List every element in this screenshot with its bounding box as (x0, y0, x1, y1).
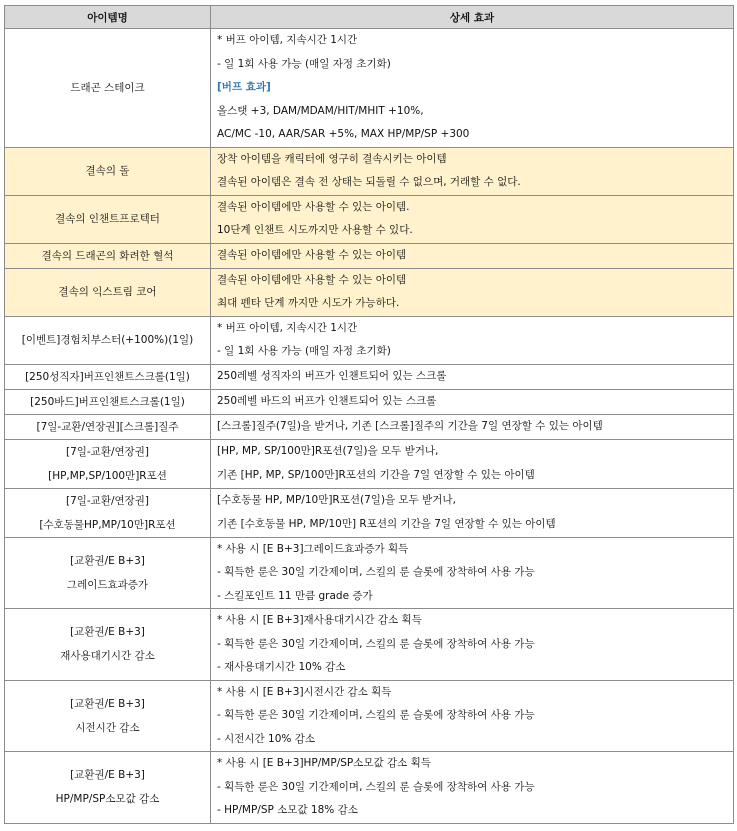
detail-cell (211, 752, 734, 824)
item-name-cell (5, 609, 211, 681)
item-name-line: [교환권/E B+3] (70, 697, 145, 710)
header-row (5, 6, 734, 29)
table-row (5, 414, 734, 439)
item-name-line: [250바드]버프인챈트스크롤(1일) (30, 395, 185, 408)
item-name-line: [이벤트]경험치부스터(+100%)(1일) (21, 334, 194, 346)
detail-cell (211, 488, 734, 537)
item-name-cell (5, 316, 211, 364)
item-name-cell (5, 752, 211, 824)
table-row (5, 268, 734, 316)
item-name-cell (5, 439, 211, 488)
table-row (5, 439, 734, 488)
table-row (5, 752, 734, 824)
item-name-line: [HP,MP,SP/100만]R포션 (48, 469, 167, 482)
item-name-line: 결속의 드래곤의 화려한 혈석 (41, 249, 174, 262)
detail-line: 기존 [수호동물 HP, MP/10만] R포션의 기간을 7일 연장할 수 있는 아이템 (217, 517, 556, 530)
detail-line: 기존 [HP, MP, SP/100만]R포션의 기간을 7일 연장할 수 있는 아이템 (217, 468, 535, 481)
item-name-cell (5, 364, 211, 389)
item-name-line: 결속의 익스트림 코어 (58, 286, 157, 298)
detail-line: - 획득한 룬은 30일 기간제이며, 스킬의 룬 슬롯에 장착하여 사용 가능 (217, 780, 535, 793)
item-name-line: [교환권/E B+3] (70, 626, 145, 639)
detail-line: 최대 펜타 단계 까지만 시도가 가능하다. (217, 297, 400, 309)
detail-line: * 사용 시 [E B+3]그레이드효과증가 획득 (217, 542, 409, 555)
table-row (5, 316, 734, 364)
detail-cell (211, 439, 734, 488)
detail-line: 결속된 아이템에만 사용할 수 있는 아이템. (217, 200, 410, 213)
item-name-line: 재사용대기시간 감소 (60, 650, 155, 663)
detail-line: - 일 1회 사용 가능 (매일 자정 초기화) (217, 345, 391, 357)
detail-line: [수호동물 HP, MP/10만]R포션(7일)을 모두 받거나, (217, 494, 456, 506)
table-row (5, 243, 734, 268)
detail-line: * 버프 아이템, 지속시간 1시간 (217, 321, 358, 334)
detail-line: 결속된 아이템에만 사용할 수 있는 아이템 (217, 248, 407, 261)
detail-line: - 획득한 룬은 30일 기간제이며, 스킬의 룬 슬롯에 장착하여 사용 가능 (217, 637, 535, 650)
detail-line: - 스킬포인트 11 만큼 grade 증가 (217, 589, 373, 602)
detail-cell (211, 609, 734, 681)
detail-line: AC/MC -10, AAR/SAR +5%, MAX HP/MP/SP +300 (217, 128, 470, 140)
detail-line: 10단계 인챈트 시도까지만 사용할 수 있다. (217, 224, 413, 236)
item-name-line: [7일-교환/연장권] (65, 494, 150, 507)
detail-cell (211, 364, 734, 389)
detail-line: - 획득한 룬은 30일 기간제이며, 스킬의 룬 슬롯에 장착하여 사용 가능 (217, 566, 535, 578)
detail-cell (211, 389, 734, 414)
header-item-name: 아이템명 (5, 6, 211, 29)
item-name-line: 그레이드효과증가 (66, 578, 149, 591)
table-row (5, 609, 734, 681)
item-name-line: HP/MP/SP소모값 감소 (55, 793, 160, 806)
item-name-line: [수호동물HP,MP/10만]R포션 (39, 518, 176, 531)
table-row (5, 195, 734, 243)
item-name-cell (5, 488, 211, 537)
detail-line: - 획득한 룬은 30일 기간제이며, 스킬의 룬 슬롯에 장착하여 사용 가능 (217, 709, 535, 721)
item-name-line: 결속의 인챈트프로텍터 (55, 213, 160, 225)
item-name-line: 시전시간 감소 (75, 721, 140, 734)
item-name-cell (5, 389, 211, 414)
detail-cell (211, 195, 734, 243)
item-name-cell (5, 243, 211, 268)
item-name-line: [7일-교환/연장권] (65, 445, 150, 458)
detail-line: 250레벨 바드의 버프가 인챈트되어 있는 스크롤 (217, 394, 437, 407)
item-name-cell (5, 29, 211, 148)
item-name-line: [교환권/E B+3] (70, 554, 145, 567)
item-name-cell (5, 147, 211, 195)
detail-line: 올스탯 +3, DAM/MDAM/HIT/MHIT +10%, (217, 104, 424, 117)
table-row (5, 488, 734, 537)
table-body (5, 29, 734, 824)
item-name-cell (5, 414, 211, 439)
detail-line: - 재사용대기시간 10% 감소 (217, 661, 346, 673)
detail-line: - 시전시간 10% 감소 (217, 732, 315, 745)
item-name-cell (5, 268, 211, 316)
detail-line: * 사용 시 [E B+3]재사용대기시간 감소 획득 (217, 614, 422, 626)
detail-cell (211, 147, 734, 195)
detail-line: [HP, MP, SP/100만]R포션(7일)을 모두 받거나, (217, 445, 439, 457)
table-row (5, 147, 734, 195)
detail-cell (211, 29, 734, 148)
item-name-line: 결속의 돌 (85, 165, 130, 177)
table-row (5, 29, 734, 148)
detail-cell (211, 414, 734, 439)
detail-line: - 일 1회 사용 가능 (매일 자정 초기화) (217, 57, 391, 70)
detail-line: - HP/MP/SP 소모값 18% 감소 (217, 804, 358, 816)
buff-effect-heading: [버프 효과] (217, 81, 271, 93)
item-name-line: 드래곤 스테이크 (70, 81, 145, 94)
item-name-line: [교환권/E B+3] (70, 769, 145, 782)
detail-line: 결속된 아이템에만 사용할 수 있는 아이템 (217, 273, 407, 286)
detail-line: 장착 아이템을 캐릭터에 영구히 결속시키는 아이템 (217, 152, 447, 165)
item-name-line: [250성직자]버프인챈트스크롤(1일) (25, 370, 190, 383)
detail-line: * 버프 아이템, 지속시간 1시간 (217, 34, 358, 46)
item-name-cell (5, 537, 211, 609)
table-row (5, 680, 734, 752)
detail-line: * 사용 시 [E B+3]시전시간 감소 획득 (217, 685, 392, 698)
detail-line: * 사용 시 [E B+3]HP/MP/SP소모값 감소 획득 (217, 757, 431, 769)
item-name-cell (5, 680, 211, 752)
table-row (5, 537, 734, 609)
detail-cell (211, 537, 734, 609)
detail-cell (211, 680, 734, 752)
table-row (5, 364, 734, 389)
detail-cell (211, 243, 734, 268)
header-detail-effect: 상세 효과 (211, 6, 734, 29)
detail-cell (211, 268, 734, 316)
detail-cell (211, 316, 734, 364)
item-name-cell (5, 195, 211, 243)
detail-line: 250레벨 성직자의 버프가 인챈트되어 있는 스크롤 (217, 369, 447, 382)
item-table (4, 5, 734, 824)
item-name-line: [7일-교환/연장권][스크롤]질주 (36, 420, 179, 433)
detail-line: 결속된 아이템은 결속 전 상태는 되돌릴 수 없으며, 거래할 수 없다. (217, 176, 521, 188)
detail-line: [스크롤]질주(7일)을 받거나, 기존 [스크롤]질주의 기간을 7일 연장할 수 있는 아이템 (217, 419, 603, 432)
table-row (5, 389, 734, 414)
